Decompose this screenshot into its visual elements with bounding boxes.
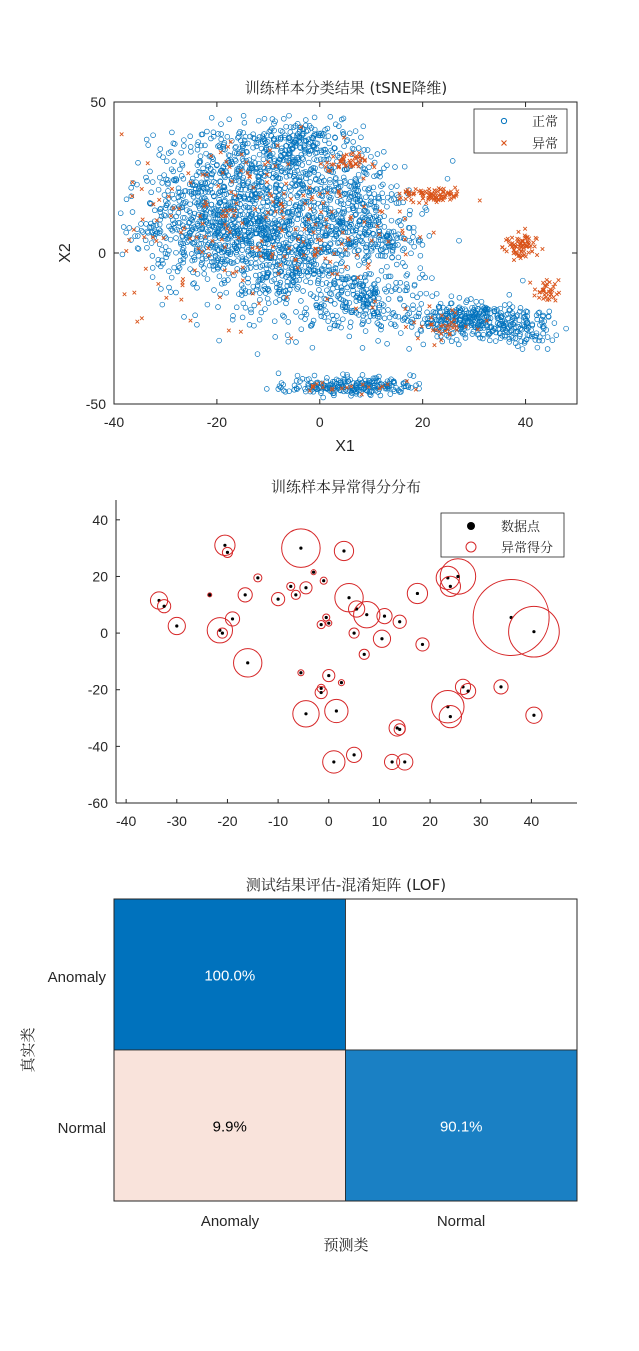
data-point bbox=[449, 585, 452, 588]
matrix-row-label-normal: Normal bbox=[57, 1120, 106, 1137]
y-tick-label: 50 bbox=[90, 94, 106, 110]
matrix-col-label-anomaly: Anomaly bbox=[200, 1213, 260, 1230]
data-point bbox=[449, 715, 452, 718]
tsne-chart-title: 训练样本分类结果 (tSNE降维) bbox=[244, 79, 448, 97]
y-tick-label: 0 bbox=[98, 245, 106, 261]
data-point bbox=[380, 637, 383, 640]
data-point bbox=[327, 674, 330, 677]
matrix-cell bbox=[346, 899, 578, 1050]
x-tick-label: 20 bbox=[414, 414, 431, 430]
data-point bbox=[256, 576, 259, 579]
y-tick-label: 0 bbox=[100, 625, 108, 642]
data-point bbox=[320, 623, 323, 626]
x-tick-label: -30 bbox=[166, 813, 187, 829]
x-tick-label: -10 bbox=[267, 813, 289, 829]
data-point bbox=[299, 671, 302, 674]
tsne-y-axis-label: X2 bbox=[57, 243, 74, 263]
data-point bbox=[294, 593, 297, 596]
data-point bbox=[304, 712, 307, 715]
tsne-scatter-chart bbox=[57, 79, 577, 455]
matrix-cells bbox=[114, 899, 577, 1201]
y-tick-label: -40 bbox=[87, 738, 108, 755]
data-point bbox=[208, 593, 211, 596]
data-point bbox=[532, 714, 535, 717]
matrix-cell-value: 100.0% bbox=[204, 967, 256, 985]
data-point bbox=[277, 598, 280, 601]
data-point bbox=[403, 760, 406, 763]
data-point bbox=[226, 551, 229, 554]
data-point bbox=[352, 753, 355, 756]
data-point bbox=[456, 575, 459, 578]
data-point bbox=[231, 617, 234, 620]
data-point bbox=[466, 690, 469, 693]
data-point bbox=[416, 592, 419, 595]
data-point bbox=[244, 593, 247, 596]
x-tick-label: 20 bbox=[422, 813, 438, 829]
data-point bbox=[532, 630, 535, 633]
y-tick-label: -50 bbox=[85, 396, 106, 412]
x-tick-label: 40 bbox=[517, 414, 534, 430]
y-tick-label: 20 bbox=[92, 568, 108, 585]
y-tick-label: -20 bbox=[87, 681, 108, 698]
data-point bbox=[398, 620, 401, 623]
data-point bbox=[325, 616, 328, 619]
data-point bbox=[320, 687, 323, 690]
data-point bbox=[327, 622, 330, 625]
confusion-matrix-chart bbox=[19, 876, 577, 1254]
data-point bbox=[499, 685, 502, 688]
matrix-title: 测试结果评估-混淆矩阵 (LOF) bbox=[245, 876, 447, 894]
x-tick-label: -40 bbox=[103, 414, 125, 430]
data-point bbox=[352, 631, 355, 634]
legend-datapoint-label: 数据点 bbox=[501, 520, 541, 535]
matrix-col-label-normal: Normal bbox=[436, 1213, 486, 1230]
tsne-x-axis-label: X1 bbox=[335, 438, 355, 455]
matrix-row-label-anomaly: Anomaly bbox=[47, 969, 106, 986]
score-legend bbox=[441, 513, 564, 557]
data-point bbox=[175, 624, 178, 627]
anomaly-score-chart bbox=[88, 478, 577, 829]
data-point bbox=[390, 760, 393, 763]
legend-score-label: 异常得分 bbox=[501, 541, 554, 556]
score-points bbox=[150, 529, 559, 773]
x-tick-label: 40 bbox=[523, 813, 540, 829]
y-tick-label: 40 bbox=[92, 511, 108, 528]
data-point bbox=[299, 547, 302, 550]
matrix-y-axis-label: 真实类 bbox=[19, 1027, 37, 1073]
matrix-cell-value: 9.9% bbox=[212, 1118, 247, 1136]
data-point bbox=[340, 681, 343, 684]
y-tick-label: -60 bbox=[87, 795, 108, 811]
data-point bbox=[312, 571, 315, 574]
x-tick-label: -20 bbox=[206, 414, 228, 430]
legend-normal-label: 正常 bbox=[532, 115, 559, 130]
data-point bbox=[304, 586, 307, 589]
matrix-cell-value: 90.1% bbox=[439, 1118, 483, 1136]
score-ticks bbox=[88, 512, 540, 829]
x-tick-label: -20 bbox=[217, 813, 238, 829]
data-point bbox=[322, 579, 325, 582]
score-chart-title: 训练样本异常得分分布 bbox=[270, 478, 422, 496]
data-point bbox=[335, 709, 338, 712]
data-point bbox=[332, 760, 335, 763]
data-point bbox=[342, 549, 345, 552]
data-point bbox=[398, 728, 401, 731]
x-tick-label: 0 bbox=[324, 813, 333, 829]
tsne-legend bbox=[474, 109, 567, 153]
data-point bbox=[163, 605, 166, 608]
data-point bbox=[347, 596, 350, 599]
x-tick-label: 10 bbox=[371, 813, 388, 829]
data-point bbox=[383, 615, 386, 618]
legend-anomaly-label: 异常 bbox=[532, 137, 559, 152]
x-tick-label: 0 bbox=[315, 414, 324, 430]
data-point bbox=[246, 661, 249, 664]
data-point bbox=[320, 691, 323, 694]
x-tick-label: 30 bbox=[472, 813, 489, 829]
x-tick-label: -40 bbox=[116, 813, 137, 829]
data-point bbox=[365, 613, 368, 616]
data-point bbox=[223, 544, 226, 547]
data-point bbox=[363, 653, 366, 656]
data-point bbox=[221, 631, 224, 634]
matrix-x-axis-label: 预测类 bbox=[323, 1236, 369, 1254]
legend-datapoint-marker bbox=[467, 522, 475, 530]
data-point bbox=[421, 643, 424, 646]
data-point bbox=[289, 585, 292, 588]
